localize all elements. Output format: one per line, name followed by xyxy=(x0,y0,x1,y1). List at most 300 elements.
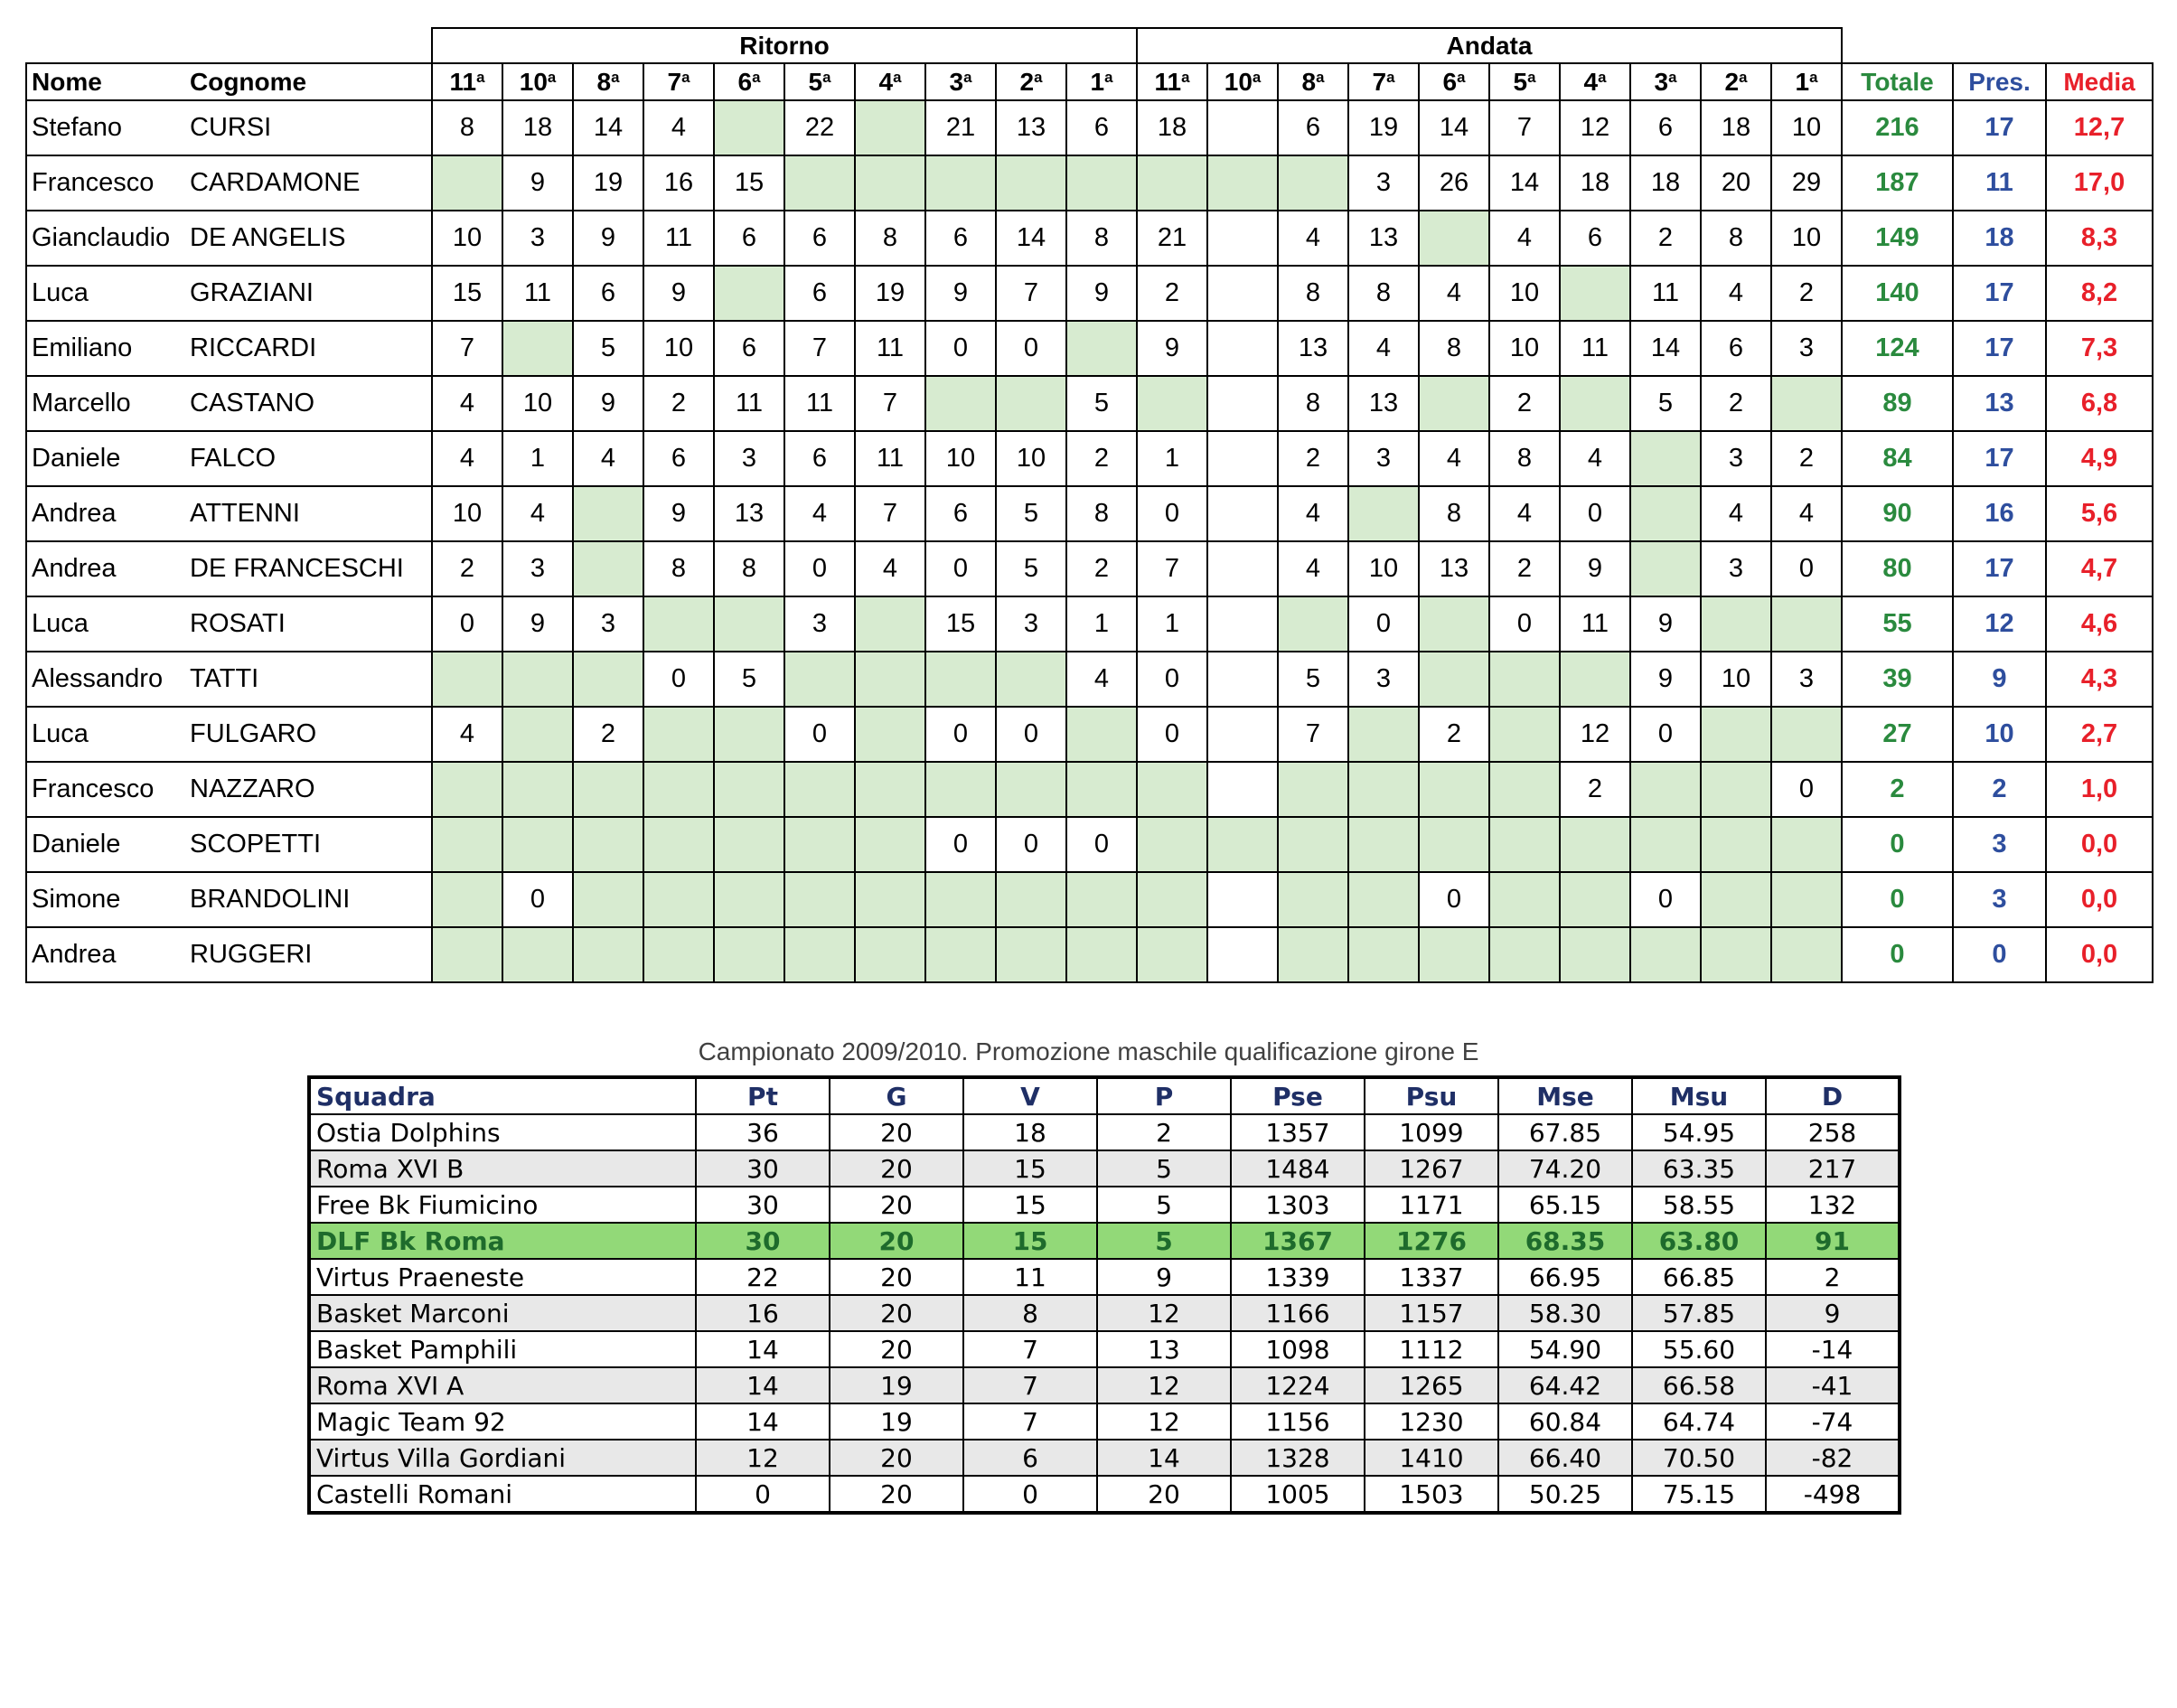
score-cell-absent xyxy=(1489,707,1560,762)
score-cell-absent xyxy=(573,872,643,927)
score-cell: 3 xyxy=(502,211,573,266)
player-media: 6,8 xyxy=(2046,376,2153,431)
score-cell: 2 xyxy=(1701,376,1771,431)
standings-cell-d: 217 xyxy=(1766,1150,1900,1187)
score-cell: 6 xyxy=(714,211,784,266)
score-cell: 0 xyxy=(1489,596,1560,652)
score-cell-absent xyxy=(1419,596,1489,652)
standings-cell-v: 7 xyxy=(963,1403,1097,1440)
score-cell: 8 xyxy=(1066,486,1137,541)
player-first-name: Simone xyxy=(26,872,185,927)
score-cell: 3 xyxy=(1701,431,1771,486)
score-cell: 13 xyxy=(1278,321,1348,376)
score-cell-blank xyxy=(1207,652,1278,707)
score-cell: 11 xyxy=(1630,266,1701,321)
score-cell: 8 xyxy=(855,211,925,266)
player-first-name: Emiliano xyxy=(26,321,185,376)
round-number: 2 xyxy=(1724,67,1740,96)
score-cell: 2 xyxy=(1489,541,1560,596)
score-cell: 2 xyxy=(1137,266,1207,321)
player-row xyxy=(26,266,2153,321)
player-last-name: SCOPETTI xyxy=(185,817,432,872)
round-number: 7 xyxy=(1372,67,1387,96)
score-cell: 10 xyxy=(1348,541,1419,596)
score-cell-absent xyxy=(855,155,925,211)
score-cell: 0 xyxy=(1137,652,1207,707)
score-cell-absent xyxy=(1278,927,1348,982)
player-last-name: CURSI xyxy=(185,100,432,155)
standings-cell-pse: 1303 xyxy=(1231,1187,1365,1223)
score-cell: 8 xyxy=(1066,211,1137,266)
header-round-ritorno-4 xyxy=(855,63,925,100)
standings-cell-pse: 1224 xyxy=(1231,1367,1365,1403)
round-number: 11 xyxy=(449,67,477,96)
score-cell: 0 xyxy=(1630,872,1701,927)
standings-cell-v: 7 xyxy=(963,1331,1097,1367)
player-row xyxy=(26,762,2153,817)
score-cell: 0 xyxy=(925,707,996,762)
score-cell-absent xyxy=(1278,817,1348,872)
score-cell-absent xyxy=(855,596,925,652)
round-number: 8 xyxy=(1301,67,1317,96)
standings-cell-mse: 67.85 xyxy=(1498,1114,1632,1150)
score-cell: 29 xyxy=(1771,155,1842,211)
score-cell: 3 xyxy=(714,431,784,486)
standings-cell-pt: 12 xyxy=(696,1440,830,1476)
standings-cell-msu: 55.60 xyxy=(1632,1331,1766,1367)
player-totale: 0 xyxy=(1842,817,1953,872)
player-pres: 17 xyxy=(1953,541,2046,596)
score-cell: 15 xyxy=(432,266,502,321)
score-cell-absent xyxy=(1630,486,1701,541)
score-cell: 6 xyxy=(1701,321,1771,376)
player-row xyxy=(26,541,2153,596)
standings-caption: Campionato 2009/2010. Promozione maschile qualificazione girone E xyxy=(698,1037,1479,1065)
score-cell-absent xyxy=(573,817,643,872)
player-scores-table xyxy=(25,27,2154,983)
standings-cell-v: 6 xyxy=(963,1440,1097,1476)
player-last-name: CASTANO xyxy=(185,376,432,431)
standings-cell-p: 5 xyxy=(1097,1150,1231,1187)
score-cell: 11 xyxy=(784,376,855,431)
player-totale: 84 xyxy=(1842,431,1953,486)
score-cell-absent xyxy=(1137,927,1207,982)
score-cell: 2 xyxy=(1489,376,1560,431)
score-cell: 4 xyxy=(502,486,573,541)
standings-header-d: D xyxy=(1766,1077,1900,1114)
standings-cell-pt: 0 xyxy=(696,1476,830,1513)
score-cell: 18 xyxy=(502,100,573,155)
standings-cell-msu: 63.35 xyxy=(1632,1150,1766,1187)
player-row xyxy=(26,431,2153,486)
score-cell-absent xyxy=(1560,376,1630,431)
standings-cell-msu: 58.55 xyxy=(1632,1187,1766,1223)
player-pres: 18 xyxy=(1953,211,2046,266)
score-cell-absent xyxy=(573,486,643,541)
standings-cell-msu: 66.85 xyxy=(1632,1259,1766,1295)
player-media: 2,7 xyxy=(2046,707,2153,762)
score-cell: 6 xyxy=(784,431,855,486)
score-cell: 0 xyxy=(784,541,855,596)
score-cell: 9 xyxy=(1630,652,1701,707)
standings-cell-msu: 70.50 xyxy=(1632,1440,1766,1476)
score-cell: 14 xyxy=(1489,155,1560,211)
score-cell-absent xyxy=(996,927,1066,982)
score-cell-absent xyxy=(855,817,925,872)
score-cell: 9 xyxy=(1630,596,1701,652)
standings-cell-g: 20 xyxy=(830,1476,963,1513)
score-cell: 11 xyxy=(855,321,925,376)
score-cell-absent xyxy=(502,707,573,762)
standings-cell-pse: 1484 xyxy=(1231,1150,1365,1187)
score-cell-blank xyxy=(1207,486,1278,541)
score-cell-absent xyxy=(1419,817,1489,872)
score-cell-absent xyxy=(573,927,643,982)
player-pres: 12 xyxy=(1953,596,2046,652)
score-cell: 10 xyxy=(432,486,502,541)
score-cell: 2 xyxy=(1771,266,1842,321)
score-cell: 0 xyxy=(1771,541,1842,596)
score-cell-absent xyxy=(1701,707,1771,762)
score-cell: 3 xyxy=(502,541,573,596)
score-cell-blank xyxy=(1207,762,1278,817)
score-cell: 9 xyxy=(573,211,643,266)
player-media: 4,9 xyxy=(2046,431,2153,486)
score-cell: 0 xyxy=(1066,817,1137,872)
score-cell: 15 xyxy=(714,155,784,211)
player-totale: 216 xyxy=(1842,100,1953,155)
score-cell-blank xyxy=(1207,211,1278,266)
player-totale: 0 xyxy=(1842,872,1953,927)
score-cell: 13 xyxy=(714,486,784,541)
player-pres: 11 xyxy=(1953,155,2046,211)
standings-row-highlight xyxy=(309,1223,1900,1259)
player-row xyxy=(26,817,2153,872)
player-last-name: DE ANGELIS xyxy=(185,211,432,266)
score-cell: 0 xyxy=(1560,486,1630,541)
score-cell: 8 xyxy=(1489,431,1560,486)
score-cell: 3 xyxy=(784,596,855,652)
standings-header-psu: Psu xyxy=(1365,1077,1498,1114)
score-cell: 13 xyxy=(1419,541,1489,596)
player-row xyxy=(26,927,2153,982)
standings-cell-pse: 1339 xyxy=(1231,1259,1365,1295)
score-cell: 9 xyxy=(502,596,573,652)
player-last-name: GRAZIANI xyxy=(185,266,432,321)
player-pres: 16 xyxy=(1953,486,2046,541)
ordinal-suffix: a xyxy=(1386,68,1395,86)
player-media: 8,2 xyxy=(2046,266,2153,321)
standings-cell-pse: 1005 xyxy=(1231,1476,1365,1513)
score-cell: 0 xyxy=(1348,596,1419,652)
standings-header-g: G xyxy=(830,1077,963,1114)
score-cell-absent xyxy=(925,652,996,707)
score-cell-absent xyxy=(1771,872,1842,927)
score-cell-absent xyxy=(925,155,996,211)
header-round-andata-3 xyxy=(1630,63,1701,100)
score-cell-absent xyxy=(1489,927,1560,982)
player-row xyxy=(26,486,2153,541)
player-pres: 10 xyxy=(1953,707,2046,762)
score-cell: 3 xyxy=(1771,652,1842,707)
header-round-ritorno-8 xyxy=(573,63,643,100)
score-cell: 0 xyxy=(996,707,1066,762)
ordinal-suffix: a xyxy=(1668,68,1677,86)
standings-row xyxy=(309,1114,1900,1150)
round-number: 5 xyxy=(808,67,823,96)
score-cell: 22 xyxy=(784,100,855,155)
player-totale: 39 xyxy=(1842,652,1953,707)
score-cell-absent xyxy=(784,817,855,872)
score-cell: 2 xyxy=(1630,211,1701,266)
score-cell: 4 xyxy=(1701,486,1771,541)
score-cell-absent xyxy=(714,100,784,155)
round-number: 7 xyxy=(667,67,682,96)
score-cell: 0 xyxy=(1419,872,1489,927)
standings-header-v: V xyxy=(963,1077,1097,1114)
score-cell: 21 xyxy=(925,100,996,155)
score-cell-absent xyxy=(432,817,502,872)
score-cell-absent xyxy=(643,596,714,652)
player-first-name: Marcello xyxy=(26,376,185,431)
score-cell: 0 xyxy=(1771,762,1842,817)
player-totale: 149 xyxy=(1842,211,1953,266)
score-cell: 9 xyxy=(1137,321,1207,376)
score-cell: 14 xyxy=(573,100,643,155)
score-cell-absent xyxy=(1137,872,1207,927)
score-cell: 15 xyxy=(925,596,996,652)
standings-cell-p: 13 xyxy=(1097,1331,1231,1367)
standings-cell-g: 20 xyxy=(830,1150,963,1187)
score-cell-absent xyxy=(1137,376,1207,431)
score-cell: 8 xyxy=(1278,376,1348,431)
score-cell-absent xyxy=(1771,596,1842,652)
round-number: 8 xyxy=(596,67,612,96)
standings-table xyxy=(307,1075,1901,1515)
ordinal-suffix: a xyxy=(1809,68,1818,86)
standings-cell-psu: 1503 xyxy=(1365,1476,1498,1513)
score-cell-blank xyxy=(1207,321,1278,376)
standings-cell-v: 18 xyxy=(963,1114,1097,1150)
score-cell: 4 xyxy=(643,100,714,155)
score-cell: 10 xyxy=(1701,652,1771,707)
score-cell-absent xyxy=(855,100,925,155)
score-cell: 4 xyxy=(784,486,855,541)
score-cell: 20 xyxy=(1701,155,1771,211)
standings-cell-mse: 65.15 xyxy=(1498,1187,1632,1223)
header-round-ritorno-5 xyxy=(784,63,855,100)
player-totale: 80 xyxy=(1842,541,1953,596)
score-cell: 6 xyxy=(1560,211,1630,266)
standings-cell-mse: 60.84 xyxy=(1498,1403,1632,1440)
score-cell: 6 xyxy=(573,266,643,321)
standings-cell-d: 91 xyxy=(1766,1223,1900,1259)
score-cell: 1 xyxy=(502,431,573,486)
header-round-ritorno-1 xyxy=(1066,63,1137,100)
ordinal-suffix: a xyxy=(893,68,902,86)
score-cell-absent xyxy=(714,872,784,927)
score-cell: 1 xyxy=(1137,596,1207,652)
standings-cell-pt: 22 xyxy=(696,1259,830,1295)
standings-cell-pse: 1357 xyxy=(1231,1114,1365,1150)
standings-row xyxy=(309,1150,1900,1187)
round-number: 6 xyxy=(1442,67,1458,96)
header-pres: Pres. xyxy=(1953,63,2046,100)
score-cell: 5 xyxy=(1630,376,1701,431)
header-round-andata-10 xyxy=(1207,63,1278,100)
standings-cell-psu: 1410 xyxy=(1365,1440,1498,1476)
score-cell-absent xyxy=(1419,652,1489,707)
standings-cell-msu: 63.80 xyxy=(1632,1223,1766,1259)
score-cell-absent xyxy=(1066,762,1137,817)
score-cell: 0 xyxy=(996,817,1066,872)
score-cell-absent xyxy=(1630,762,1701,817)
player-media: 8,3 xyxy=(2046,211,2153,266)
round-number: 5 xyxy=(1513,67,1528,96)
score-cell: 6 xyxy=(925,486,996,541)
score-cell: 0 xyxy=(925,321,996,376)
score-cell: 21 xyxy=(1137,211,1207,266)
header-round-ritorno-3 xyxy=(925,63,996,100)
header-round-ritorno-10 xyxy=(502,63,573,100)
score-cell: 0 xyxy=(784,707,855,762)
player-first-name: Luca xyxy=(26,596,185,652)
score-cell-absent xyxy=(1348,817,1419,872)
team-name: Roma XVI A xyxy=(309,1367,696,1403)
score-cell: 9 xyxy=(1066,266,1137,321)
player-media: 12,7 xyxy=(2046,100,2153,155)
score-cell-absent xyxy=(1137,762,1207,817)
ordinal-suffix: a xyxy=(681,68,690,86)
standings-cell-mse: 64.42 xyxy=(1498,1367,1632,1403)
score-cell-blank xyxy=(1207,596,1278,652)
player-totale: 0 xyxy=(1842,927,1953,982)
standings-cell-p: 12 xyxy=(1097,1403,1231,1440)
score-cell-absent xyxy=(1701,762,1771,817)
score-cell: 1 xyxy=(1066,596,1137,652)
score-cell: 6 xyxy=(784,211,855,266)
score-cell-absent xyxy=(1701,817,1771,872)
standings-cell-pt: 36 xyxy=(696,1114,830,1150)
score-cell-absent xyxy=(573,652,643,707)
round-number: 3 xyxy=(1654,67,1669,96)
round-number: 11 xyxy=(1154,67,1182,96)
score-cell-absent xyxy=(1278,762,1348,817)
score-cell: 0 xyxy=(502,872,573,927)
score-cell: 2 xyxy=(1419,707,1489,762)
ordinal-suffix: a xyxy=(1181,68,1190,86)
player-totale: 2 xyxy=(1842,762,1953,817)
round-number: 10 xyxy=(1224,67,1253,96)
score-cell: 8 xyxy=(1419,321,1489,376)
score-cell: 8 xyxy=(1348,266,1419,321)
standings-cell-g: 20 xyxy=(830,1223,963,1259)
standings-row xyxy=(309,1187,1900,1223)
score-cell-absent xyxy=(1278,872,1348,927)
score-cell: 4 xyxy=(1278,486,1348,541)
standings-cell-g: 20 xyxy=(830,1295,963,1331)
score-cell: 6 xyxy=(925,211,996,266)
score-cell: 10 xyxy=(502,376,573,431)
score-cell-absent xyxy=(714,762,784,817)
team-name: Virtus Praeneste xyxy=(309,1259,696,1295)
standings-cell-mse: 68.35 xyxy=(1498,1223,1632,1259)
score-cell: 19 xyxy=(1348,100,1419,155)
score-cell-absent xyxy=(855,927,925,982)
score-cell: 7 xyxy=(432,321,502,376)
player-pres: 17 xyxy=(1953,100,2046,155)
score-cell: 11 xyxy=(502,266,573,321)
score-cell-absent xyxy=(1137,155,1207,211)
score-cell-absent xyxy=(432,155,502,211)
score-cell: 10 xyxy=(1489,266,1560,321)
player-media: 7,3 xyxy=(2046,321,2153,376)
score-cell: 2 xyxy=(432,541,502,596)
score-cell: 5 xyxy=(996,486,1066,541)
player-first-name: Daniele xyxy=(26,431,185,486)
score-cell: 7 xyxy=(996,266,1066,321)
column-header-row xyxy=(26,63,2153,100)
standings-header-msu: Msu xyxy=(1632,1077,1766,1114)
standings-cell-pse: 1367 xyxy=(1231,1223,1365,1259)
round-number: 6 xyxy=(737,67,753,96)
player-last-name: ATTENNI xyxy=(185,486,432,541)
standings-cell-g: 19 xyxy=(830,1403,963,1440)
player-first-name: Daniele xyxy=(26,817,185,872)
standings-cell-mse: 54.90 xyxy=(1498,1331,1632,1367)
player-first-name: Gianclaudio xyxy=(26,211,185,266)
score-cell-blank xyxy=(1207,541,1278,596)
score-cell: 4 xyxy=(432,707,502,762)
score-cell-blank xyxy=(1207,376,1278,431)
standings-cell-d: 9 xyxy=(1766,1295,1900,1331)
player-first-name: Francesco xyxy=(26,762,185,817)
score-cell: 4 xyxy=(432,376,502,431)
score-cell-absent xyxy=(1630,817,1701,872)
score-cell: 11 xyxy=(855,431,925,486)
player-pres: 3 xyxy=(1953,872,2046,927)
header-round-andata-5 xyxy=(1489,63,1560,100)
standings-cell-g: 20 xyxy=(830,1440,963,1476)
score-cell-absent xyxy=(784,652,855,707)
score-cell-absent xyxy=(502,762,573,817)
ordinal-suffix: a xyxy=(1316,68,1325,86)
standings-cell-pse: 1156 xyxy=(1231,1403,1365,1440)
score-cell: 7 xyxy=(1137,541,1207,596)
score-cell: 11 xyxy=(714,376,784,431)
score-cell: 8 xyxy=(1419,486,1489,541)
score-cell: 2 xyxy=(1066,431,1137,486)
standings-header-mse: Mse xyxy=(1498,1077,1632,1114)
standings-row xyxy=(309,1331,1900,1367)
score-cell-absent xyxy=(1348,486,1419,541)
score-cell: 4 xyxy=(1348,321,1419,376)
score-cell-absent xyxy=(1137,817,1207,872)
score-cell-absent xyxy=(1560,266,1630,321)
standings-cell-d: 258 xyxy=(1766,1114,1900,1150)
round-number: 2 xyxy=(1019,67,1035,96)
score-cell: 2 xyxy=(1771,431,1842,486)
score-cell: 5 xyxy=(996,541,1066,596)
score-cell: 4 xyxy=(1489,486,1560,541)
score-cell-absent xyxy=(996,652,1066,707)
header-cognome: Cognome xyxy=(185,63,432,100)
score-cell: 9 xyxy=(643,486,714,541)
ordinal-suffix: a xyxy=(1252,68,1262,86)
standings-cell-p: 14 xyxy=(1097,1440,1231,1476)
standings-cell-d: -14 xyxy=(1766,1331,1900,1367)
team-name: Free Bk Fiumicino xyxy=(309,1187,696,1223)
